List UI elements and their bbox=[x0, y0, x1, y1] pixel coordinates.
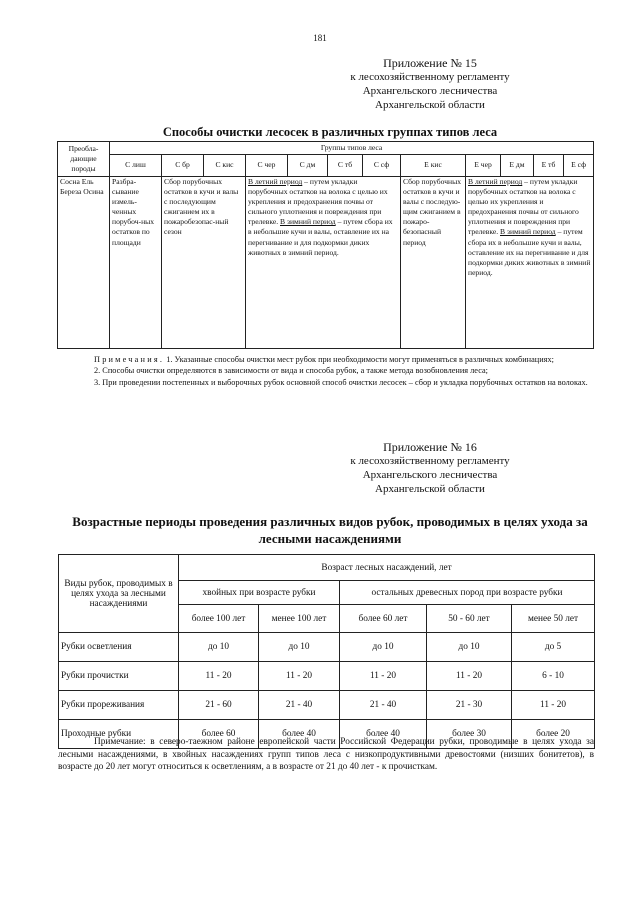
spruce-winter-text: – путем сбора их в небольшие кучи и валы, оставление их на перегнивание и для подкормки диких животных в зимний период. bbox=[468, 227, 591, 277]
table-row bbox=[59, 691, 595, 720]
group-header-c-lish: С лиш bbox=[110, 155, 162, 177]
age-subheader: более 60 лет bbox=[340, 605, 427, 633]
group-header-c-tb: С тб bbox=[328, 155, 363, 177]
note-3: 3. При проведении постепенных и выборочных рубок основной способ очистки лесосек – сбор и укладка порубочных остатков на волоках. bbox=[94, 377, 588, 387]
c-lish-method: Разбра-сывание измель-ченных порубоч-ных остатков по площади bbox=[110, 177, 162, 349]
page-number: 181 bbox=[313, 33, 327, 43]
other-species-header: остальных древесных пород при возрасте рубки bbox=[340, 581, 595, 605]
age-value: 11 - 20 bbox=[512, 691, 595, 720]
appendix-16-line1: к лесохозяйственному регламенту bbox=[350, 455, 510, 467]
pine-summer-label: В летний период bbox=[248, 177, 303, 186]
age-value: 11 - 20 bbox=[179, 662, 259, 691]
section1-notes bbox=[58, 354, 594, 388]
felling-types-header: Виды рубок, проводимых в целях ухода за лесными насаждениями bbox=[59, 555, 179, 633]
pine-winter-label: В зимний период bbox=[280, 217, 336, 227]
group-header-e-kis: Е кис bbox=[401, 155, 466, 177]
section1-title: Способы очистки лесосек в различных группах типов леса bbox=[162, 125, 498, 139]
pine-winter-text: – путем сбора их в небольшие кучи и валы, оставление их на перегнивание и для подкормки диких животных в зимний период. bbox=[248, 217, 393, 257]
age-subheader: 50 - 60 лет bbox=[427, 605, 512, 633]
appendix-16-header bbox=[330, 440, 530, 496]
appendix-15-title: Приложение № 15 bbox=[383, 56, 477, 70]
appendix-15-line2: Архангельского лесничества bbox=[362, 85, 498, 97]
group-header-c-sf: С сф bbox=[363, 155, 401, 177]
pine-seasonal-method bbox=[246, 177, 401, 349]
group-header-c-br: С бр bbox=[162, 155, 204, 177]
age-value: до 5 bbox=[512, 633, 595, 662]
age-value: 6 - 10 bbox=[512, 662, 595, 691]
spruce-seasonal-method bbox=[466, 177, 594, 349]
age-value: 21 - 40 bbox=[340, 691, 427, 720]
age-value: до 10 bbox=[179, 633, 259, 662]
age-subheader: более 100 лет bbox=[179, 605, 259, 633]
section2-title: Возрастные периоды проведения различных видов рубок, проводимых в целях ухода за лесными насаждениями bbox=[72, 514, 588, 546]
note-1-text: 1. Указанные способы очистки мест рубок при необходимости могут применяться в различных комбинациях; bbox=[164, 355, 554, 364]
spruce-summer-text: – путем укладки порубочных остатков на волока с целью их укрепления и предохранения почвы от сильного уплотнения и повреждения при трелевке. bbox=[468, 177, 579, 237]
section2-note: Примечание: в северо-таежном районе европейской части Российской Федерации рубки, проводимые в целях ухода за лесными насаждениями, в хвойных насаждениях групп типов леса с низкопродуктивными древостоями (низших бонитетов), в возрасте до 20 лет могут относиться к осветлениям, а в возрасте от 21 до 40 лет - к прочисткам. bbox=[58, 737, 594, 773]
note-2: 2. Способы очистки определяются в зависимости от вида и способа рубок, а также метода возобновления леса; bbox=[94, 366, 488, 376]
felling-type-name: Рубки прореживания bbox=[59, 691, 179, 720]
age-value: 11 - 20 bbox=[259, 662, 340, 691]
age-value: более 60 bbox=[179, 720, 259, 749]
table-row bbox=[59, 662, 595, 691]
age-value: более 40 bbox=[259, 720, 340, 749]
species-header: Преобла-дающие породы bbox=[58, 142, 110, 177]
age-subheader: менее 100 лет bbox=[259, 605, 340, 633]
appendix-15-line1: к лесохозяйственному регламенту bbox=[350, 71, 510, 83]
felling-type-name: Рубки осветления bbox=[59, 633, 179, 662]
age-value: 11 - 20 bbox=[427, 662, 512, 691]
appendix-16-line3: Архангельской области bbox=[375, 483, 485, 495]
age-value: 21 - 60 bbox=[179, 691, 259, 720]
cleaning-methods-table bbox=[57, 141, 594, 349]
note-1 bbox=[58, 354, 594, 365]
age-value: 11 - 20 bbox=[340, 662, 427, 691]
spruce-winter-label: В зимний период bbox=[500, 227, 556, 237]
notes-label: Примечания. bbox=[94, 355, 165, 364]
age-value: до 10 bbox=[340, 633, 427, 662]
table-row bbox=[59, 633, 595, 662]
appendix-15-header bbox=[330, 56, 530, 112]
age-value: до 10 bbox=[427, 633, 512, 662]
age-value: более 40 bbox=[340, 720, 427, 749]
felling-type-name: Рубки прочистки bbox=[59, 662, 179, 691]
age-subheader: менее 50 лет bbox=[512, 605, 595, 633]
group-header-c-dm: С дм bbox=[288, 155, 328, 177]
group-header-e-cher: Е чер bbox=[466, 155, 501, 177]
appendix-16-line2: Архангельского лесничества bbox=[362, 469, 498, 481]
felling-type-name: Проходные рубки bbox=[59, 720, 179, 749]
group-header-e-dm: Е дм bbox=[501, 155, 534, 177]
age-value: более 20 bbox=[512, 720, 595, 749]
pine-summer-text: – путем укладки порубочных остатков на волока с целью их укрепления и предохранения почвы от сильного уплотнения и повреждения при трелевке. bbox=[248, 177, 388, 227]
age-value: 21 - 40 bbox=[259, 691, 340, 720]
species-cell: Сосна Ель Береза Осина bbox=[58, 177, 110, 349]
thinning-age-table bbox=[58, 554, 595, 749]
appendix-16-title: Приложение № 16 bbox=[383, 440, 477, 454]
spruce-summer-label: В летний период bbox=[468, 177, 523, 186]
group-header-c-cher: С чер bbox=[246, 155, 288, 177]
group-header-c-kis: С кис bbox=[204, 155, 246, 177]
age-value: 21 - 30 bbox=[427, 691, 512, 720]
group-header-e-sf: Е сф bbox=[564, 155, 594, 177]
e-kis-method: Сбор порубочных остатков в кучи и валы с последую-щим сжиганием в пожаро-безопасный период bbox=[401, 177, 466, 349]
c-br-kis-method: Сбор порубочных остатков в кучи и валы с последующим сжиганием их в пожаробезопас-ный сезон bbox=[162, 177, 246, 349]
age-value: до 10 bbox=[259, 633, 340, 662]
conifer-header: хвойных при возрасте рубки bbox=[179, 581, 340, 605]
appendix-15-line3: Архангельской области bbox=[375, 99, 485, 111]
age-header: Возраст лесных насаждений, лет bbox=[179, 555, 595, 581]
age-value: более 30 bbox=[427, 720, 512, 749]
forest-groups-header: Группы типов леса bbox=[110, 142, 594, 155]
group-header-e-tb: Е тб bbox=[534, 155, 564, 177]
